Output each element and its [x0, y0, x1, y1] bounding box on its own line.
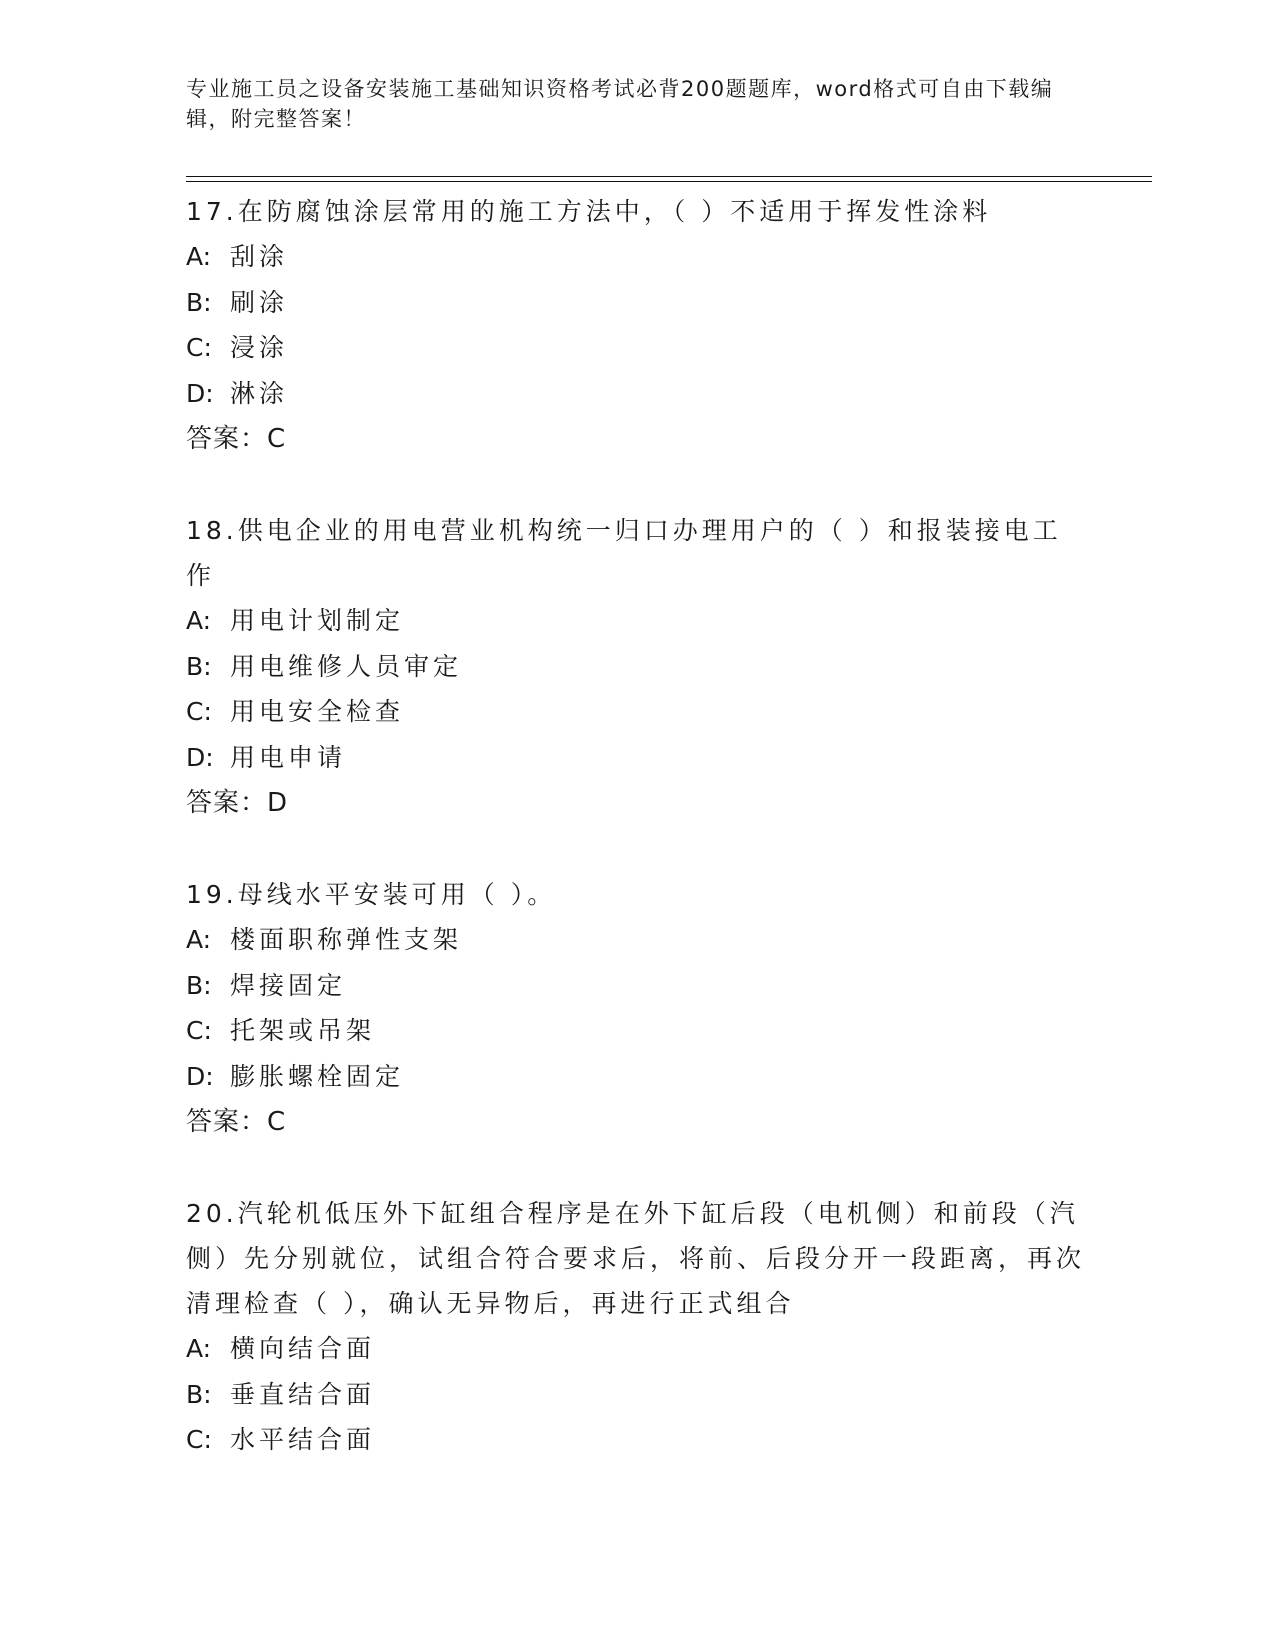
- option-letter: B:: [186, 287, 212, 317]
- question-18: [186, 508, 1086, 826]
- option-c: [186, 1008, 1086, 1054]
- question-stem: 17.在防腐蚀涂层常用的施工方法中，（ ）不适用于挥发性涂料: [186, 197, 992, 226]
- option-a: [186, 1326, 1086, 1372]
- option-text: 用电安全检查: [230, 697, 405, 726]
- option-text: 用电计划制定: [230, 606, 405, 635]
- question-list: [186, 189, 1086, 1509]
- option-letter: C:: [186, 333, 212, 362]
- question-stem: 20.汽轮机低压外下缸组合程序是在外下缸后段（电机侧）和前段（汽侧）先分别就位，试组合符合要求后，将前、后段分开一段距离，再次清理检查（ ），确认无异物后，再进行正式组合: [186, 1199, 1086, 1318]
- option-d: [186, 1054, 1086, 1100]
- option-text: 焊接固定: [230, 970, 347, 1000]
- option-letter: D:: [186, 1061, 214, 1091]
- option-c: [186, 689, 1086, 735]
- option-text: 浸涂: [230, 333, 289, 362]
- option-d: [186, 735, 1086, 781]
- option-letter: A:: [186, 925, 212, 954]
- option-b: [186, 1372, 1086, 1418]
- answer-line: 答案：D: [186, 788, 289, 818]
- answer-line: 答案：C: [186, 1107, 287, 1137]
- option-letter: A:: [186, 242, 212, 271]
- option-d: [186, 371, 1086, 417]
- option-letter: B:: [186, 1379, 212, 1409]
- question-17: [186, 189, 1086, 462]
- option-b: [186, 963, 1086, 1009]
- option-text: 横向结合面: [230, 1334, 376, 1363]
- question-stem: 18.供电企业的用电营业机构统一归口办理用户的（ ）和报装接电工作: [186, 516, 1062, 590]
- option-text: 楼面职称弹性支架: [230, 925, 463, 954]
- option-text: 膨胀螺栓固定: [230, 1061, 405, 1091]
- option-c: [186, 325, 1086, 371]
- option-letter: A:: [186, 606, 212, 635]
- option-letter: C:: [186, 1425, 212, 1454]
- option-text: 用电申请: [230, 742, 347, 772]
- header-divider-top: [186, 176, 1152, 177]
- question-stem: 19.母线水平安装可用（ ）。: [186, 880, 557, 909]
- option-letter: D:: [186, 378, 214, 408]
- option-text: 淋涂: [230, 378, 289, 408]
- option-b: [186, 280, 1086, 326]
- option-text: 用电维修人员审定: [230, 651, 463, 681]
- option-b: [186, 644, 1086, 690]
- option-text: 刷涂: [230, 287, 289, 317]
- option-c: [186, 1417, 1086, 1463]
- option-a: [186, 234, 1086, 280]
- option-letter: B:: [186, 970, 212, 1000]
- option-letter: B:: [186, 651, 212, 681]
- header-divider-bottom: [186, 181, 1152, 182]
- answer-line: 答案：C: [186, 424, 287, 454]
- option-letter: C:: [186, 1016, 212, 1045]
- option-text: 垂直结合面: [230, 1379, 376, 1409]
- document-header: 专业施工员之设备安装施工基础知识资格考试必背200题题库，word格式可自由下载编辑，附完整答案！: [186, 77, 1054, 131]
- option-letter: D:: [186, 742, 214, 772]
- option-text: 托架或吊架: [230, 1016, 376, 1045]
- option-text: 刮涂: [230, 242, 289, 271]
- option-letter: C:: [186, 697, 212, 726]
- question-19: [186, 872, 1086, 1145]
- option-a: [186, 917, 1086, 963]
- option-letter: A:: [186, 1334, 212, 1363]
- option-a: [186, 598, 1086, 644]
- question-20: [186, 1191, 1086, 1463]
- option-text: 水平结合面: [230, 1425, 376, 1454]
